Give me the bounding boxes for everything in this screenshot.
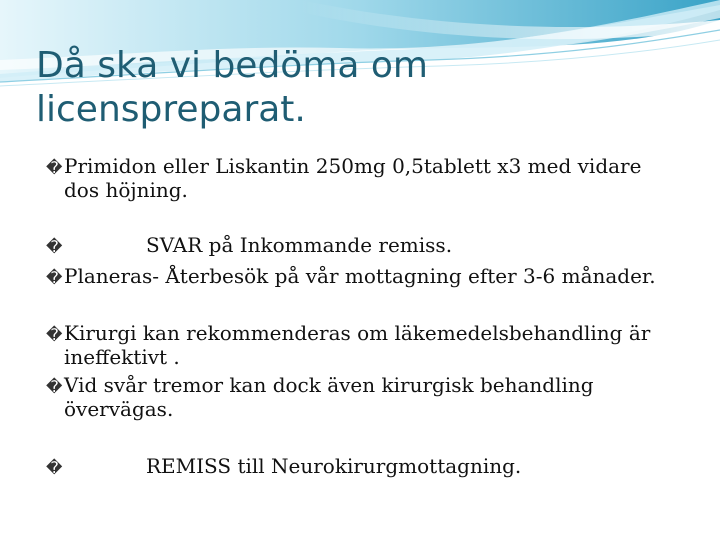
paragraph-tremor-line-2: övervägas. [64, 397, 174, 421]
paragraph-svar [46, 234, 686, 258]
title-line-2: licenspreparat. [36, 89, 306, 130]
bullet-icon: � [46, 325, 63, 344]
bullet-icon: � [46, 158, 63, 177]
paragraph-kirurgi-line-2: ineffektivt . [64, 345, 180, 369]
paragraph-tremor [46, 374, 686, 420]
bullet-icon: � [46, 458, 63, 477]
paragraph-primidon-line-2: dos höjning. [64, 178, 188, 202]
paragraph-planeras [46, 265, 686, 289]
paragraph-primidon [46, 155, 686, 201]
paragraph-tremor-line-1: Vid svår tremor kan dock även kirurgisk behandling [64, 373, 594, 397]
bullet-icon: � [46, 237, 63, 256]
paragraph-remiss-text: REMISS till Neurokirurgmottagning. [146, 454, 522, 478]
title-line-1: Då ska vi bedöma om [36, 45, 428, 86]
paragraph-kirurgi-line-1: Kirurgi kan rekommenderas om läkemedelsbehandling är [64, 321, 651, 345]
paragraph-remiss [46, 455, 686, 479]
paragraph-kirurgi [46, 322, 686, 368]
paragraph-primidon-line-1: Primidon eller Liskantin 250mg 0,5tablett x3 med vidare [64, 154, 642, 178]
paragraph-planeras-text: Planeras- Återbesök på vår mottagning efter 3-6 månader. [64, 264, 656, 288]
slide-title [36, 44, 636, 132]
bullet-icon: � [46, 377, 63, 396]
bullet-icon: � [46, 268, 63, 287]
paragraph-svar-text: SVAR på Inkommande remiss. [146, 233, 453, 257]
